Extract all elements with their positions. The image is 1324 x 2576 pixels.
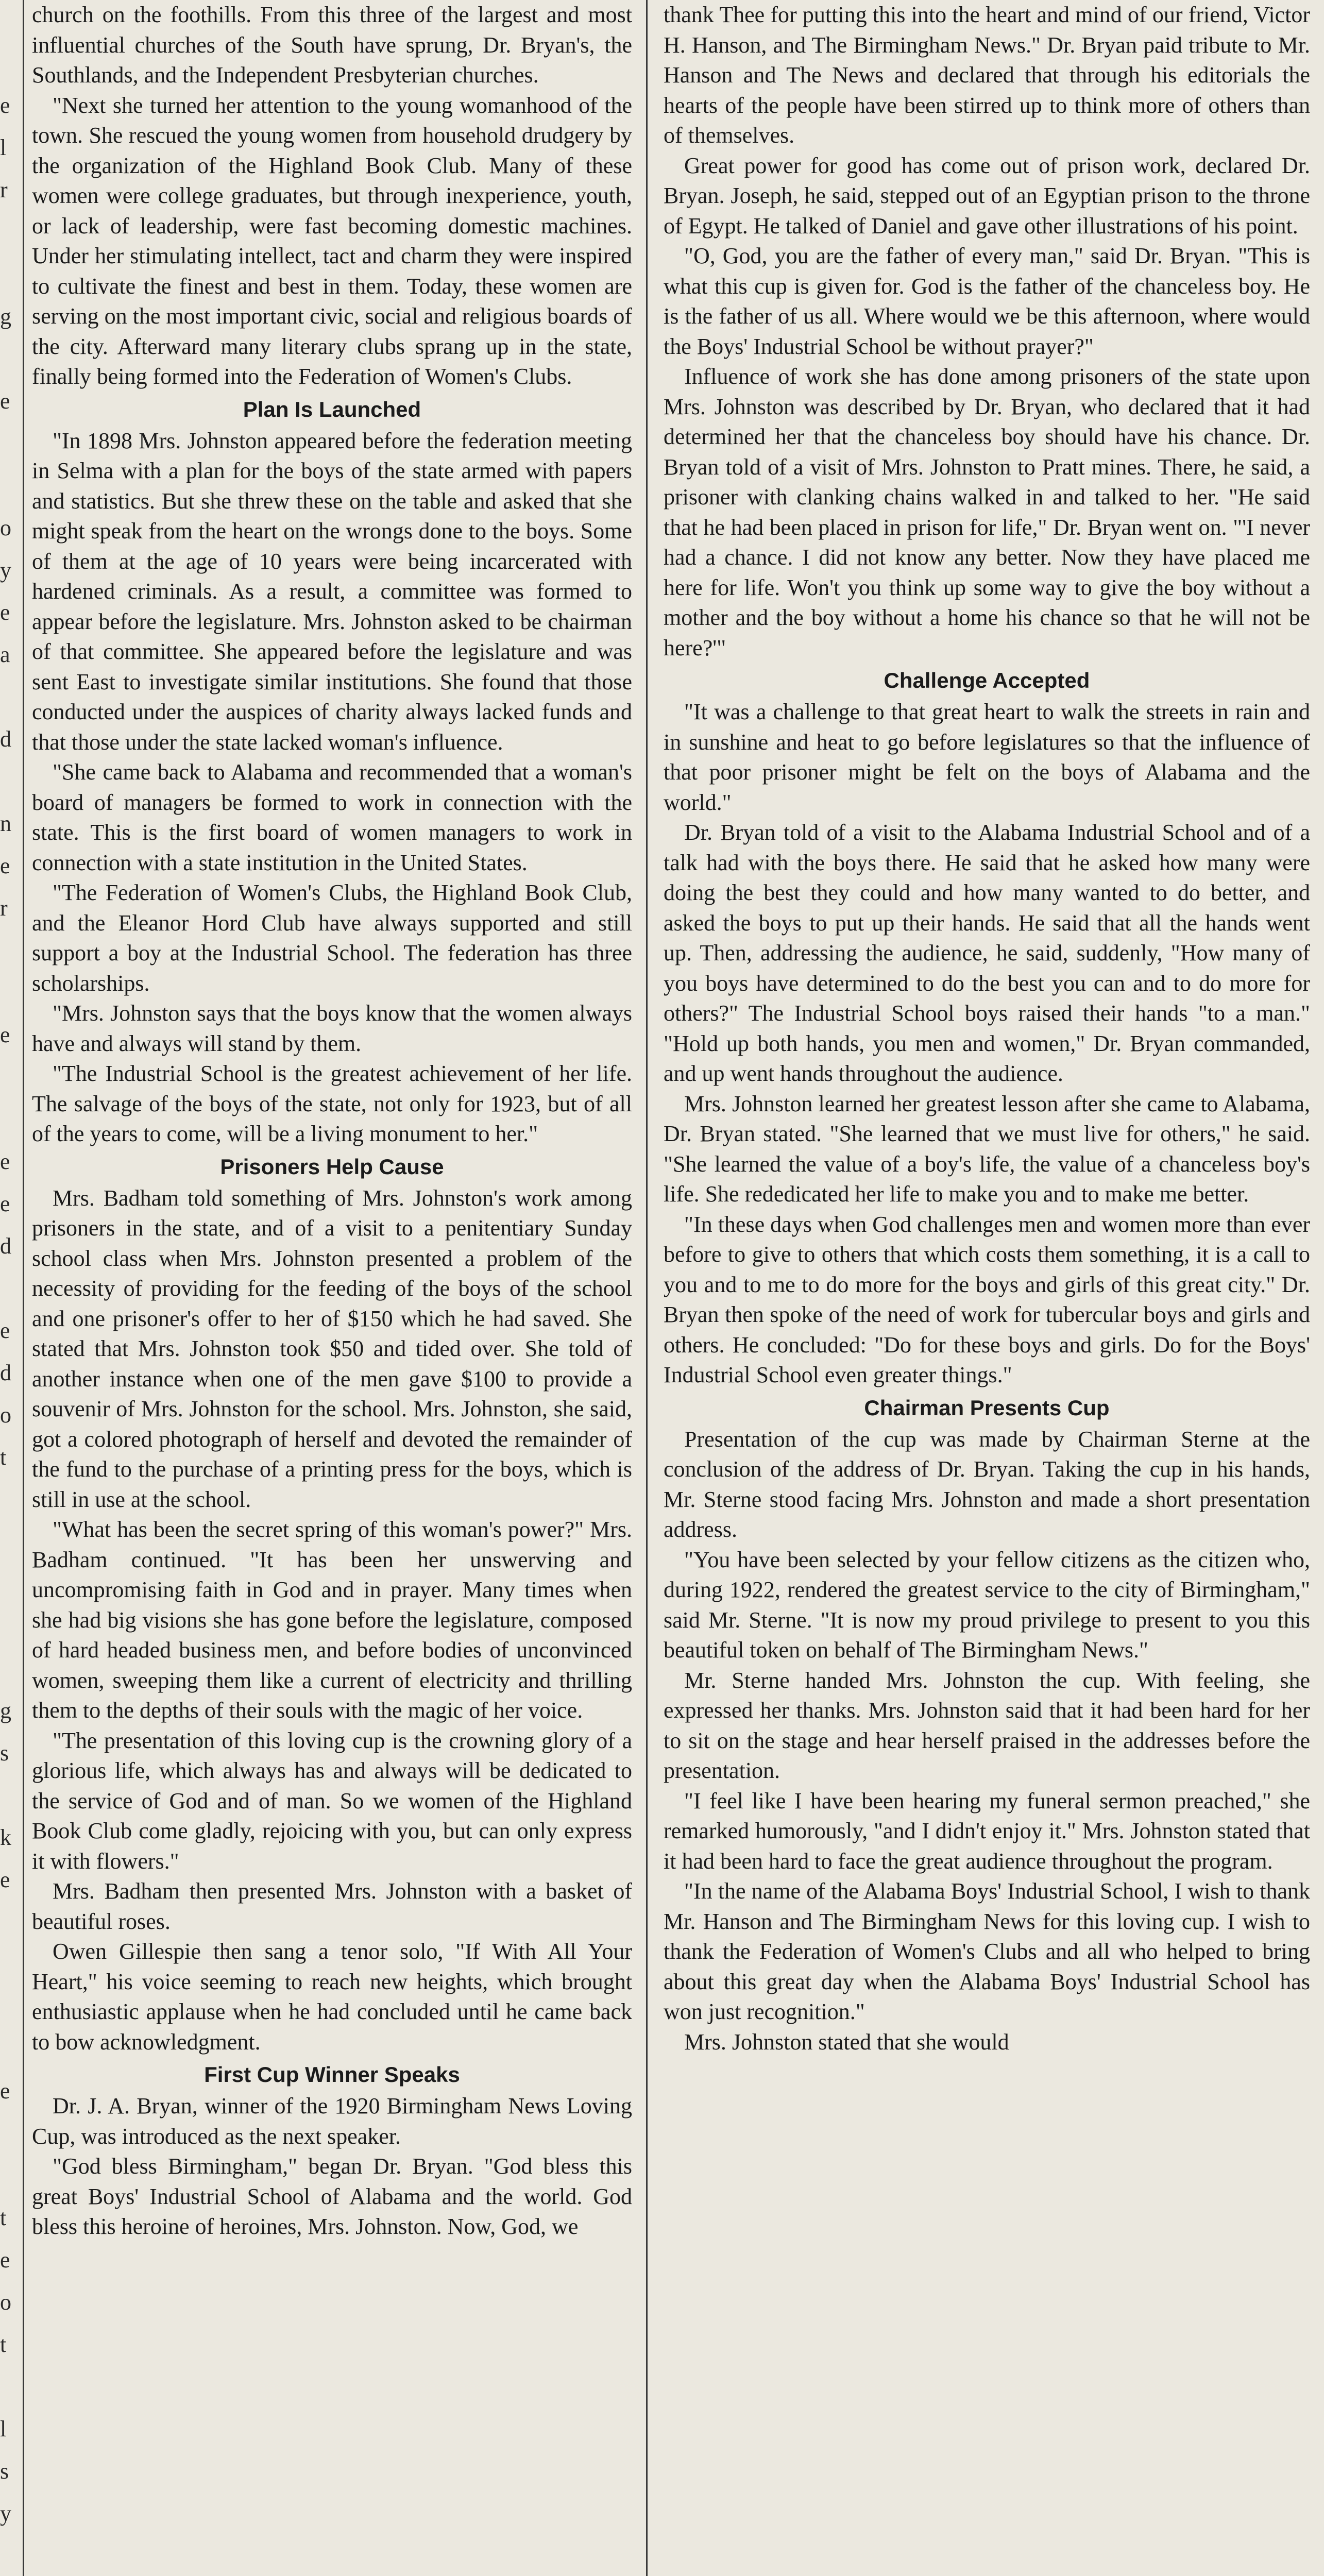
article-paragraph: Mrs. Johnston stated that she would xyxy=(684,2029,1009,2055)
gutter-letter: r xyxy=(0,177,8,202)
section-heading: Challenge Accepted xyxy=(884,668,1090,692)
center-column-rule xyxy=(646,0,648,2576)
article-paragraph: "It was a challenge to that great heart to walk the streets in rain and in sunshine and heat to go before legislatures so that the influence of that poor prisoner might be felt on the boys of Alabama and the world." xyxy=(664,699,1310,815)
article-paragraph: "She came back to Alabama and recommended that a woman's board of managers be formed to work in connection with the state. This is the first board of women managers to work in connection with a state institution in the United States. xyxy=(32,759,632,875)
article-paragraph: Mr. Sterne handed Mrs. Johnston the cup. With feeling, she expressed her thanks. Mrs. Johnston said that it had been hard for her to sit on the stage and hear herself praised in the addresses before the presentation. xyxy=(664,1667,1310,1783)
gutter-letter: e xyxy=(0,1867,10,1892)
gutter-letter xyxy=(0,1648,21,1690)
gutter-letter: e xyxy=(0,1149,10,1174)
gutter-letter xyxy=(0,676,21,718)
gutter-letter: o xyxy=(0,2290,11,2315)
gutter-letter: e xyxy=(0,388,10,414)
gutter-letter xyxy=(0,929,21,972)
gutter-letter: r xyxy=(0,895,8,921)
gutter-letter: a xyxy=(0,642,10,667)
article-paragraph: "In these days when God challenges men and women more than ever before to give to others that which costs them something, it is a call to you and to me to do more for the boys and girls of this great city." Dr. Bryan then spoke of the need of work for tubercular boys and girls and others. He concluded: "Do for these boys and girls. Do for the Boys' Industrial School even greater things." xyxy=(664,1211,1310,1387)
gutter-letter xyxy=(0,2155,21,2197)
gutter-letter xyxy=(0,2366,21,2408)
article-paragraph: "Mrs. Johnston says that the boys know that the women always have and always will stand by them. xyxy=(32,1001,632,1056)
gutter-letter xyxy=(0,1563,21,1605)
article-paragraph: Influence of work she has done among prisoners of the state upon Mrs. Johnston was described by Dr. Bryan, who declared that it had determined her that the chanceless boy should have his chance. Dr. Bryan told of a visit of Mrs. Johnston to Pratt mines. There, he said, a prisoner with clanking chains walked in and talked to her. "He said that he had been placed in prison for life," Dr. Bryan went on. "'I never had a chance. I did not know any better. Now they have placed me here for life. Won't you think up some way to give the boy without a mother and the boy without a home his chance so that he will not be here?'" xyxy=(664,364,1310,660)
gutter-letter xyxy=(0,2112,21,2155)
article-paragraph: "In 1898 Mrs. Johnston appeared before the federation meeting in Selma with a plan for the boys of the state armed with papers and statistics. But she threw these on the table and asked that she might speak from the heart on the wrongs done to the boys. Some of them at the age of 10 years were being incarcerated with hardened criminals. As a result, a committee was formed to appear before the legislature. Mrs. Johnston asked to be chairman of that committee. She appeared before the legislature and was sent East to investigate similar institutions. She found that those conducted under the auspices of charity always lacked funds and that those under the state lacked woman's influence. xyxy=(32,428,632,755)
gutter-letter xyxy=(0,1943,21,1986)
article-paragraph: Great power for good has come out of prison work, declared Dr. Bryan. Joseph, he said, stepped out of an Egyptian prison to the throne of Egypt. He talked of Daniel and gave other illustrations of his point. xyxy=(664,152,1310,239)
gutter-letter xyxy=(0,2535,21,2576)
article-paragraph: Dr. J. A. Bryan, winner of the 1920 Birmingham News Loving Cup, was introduced as the next speaker. xyxy=(32,2093,632,2149)
gutter-letter: s xyxy=(0,2459,9,2484)
right-column xyxy=(664,0,1310,2576)
gutter-letter: d xyxy=(0,726,11,752)
gutter-letter: y xyxy=(0,557,11,583)
article-paragraph: "God bless Birmingham," began Dr. Bryan. "God bless this great Boys' Industrial School of Alabama and the world. God bless this heroine of heroines, Mrs. Johnston. Now, God, we xyxy=(32,2154,632,2239)
article-paragraph: thank Thee for putting this into the heart and mind of our friend, Victor H. Hanson, and The Birmingham News." Dr. Bryan paid tribute to Mr. Hanson and The News and declared that through his editorials the hearts of the people have been stirred up to think more of others than of themselves. xyxy=(664,2,1310,148)
article-paragraph: "The Federation of Women's Clubs, the Highland Book Club, and the Eleanor Hord Club have always supported and still support a boy at the Industrial School. The federation has three scholarships. xyxy=(32,880,632,996)
gutter-letter: n xyxy=(0,811,11,836)
gutter-letter xyxy=(0,211,21,253)
gutter-letter: t xyxy=(0,2205,7,2230)
article-paragraph: Mrs. Johnston learned her greatest lesson after she came to Alabama, Dr. Bryan stated. "She learned that we must live for others," he said. "She learned the value of a boy's life, the value of a chanceless boy's life. She rededicated her life to make you and to make me better. xyxy=(664,1091,1310,1207)
gutter-letter xyxy=(0,1774,21,1817)
article-paragraph: "What has been the secret spring of this woman's power?" Mrs. Badham continued. "It has been her unswerving and uncompromising faith in God and in prayer. Many times when she had big visions she has gone before the legislature, composed of hard headed business men, and before bodies of unconvinced women, sweeping them like a current of electricity and thrilling them to the depths of their souls with the magic of her voice. xyxy=(32,1517,632,1723)
section-heading: Plan Is Launched xyxy=(243,397,421,421)
gutter-letter: l xyxy=(0,135,7,160)
gutter-letter xyxy=(0,1901,21,1943)
article-paragraph: "Next she turned her attention to the young womanhood of the town. She rescued the young women from household drudgery by the organization of the Highland Book Club. Many of these women were college graduates, but through inexperience, youth, or lack of leadership, were fast becoming domestic machines. Under her stimulating intellect, tact and charm they were inspired to cultivate the finest and best in them. Today, these women are serving on the most important civic, social and religious boards of the city. Afterward many literary clubs sprang up in the state, finally being formed into the Federation of Women's Clubs. xyxy=(32,92,632,389)
gutter-letter xyxy=(0,338,21,380)
gutter-letter: e xyxy=(0,93,10,118)
article-paragraph: Presentation of the cup was made by Chairman Sterne at the conclusion of the address of Dr. Bryan. Taking the cup in his hands, Mr. Sterne stood facing Mrs. Johnston and made a short presentation address. xyxy=(664,1426,1310,1542)
gutter-letter: o xyxy=(0,515,11,540)
article-paragraph: Mrs. Badham then presented Mrs. Johnston with a basket of beautiful roses. xyxy=(32,1878,632,1934)
gutter-letter: e xyxy=(0,1022,10,1047)
gutter-letter xyxy=(0,1605,21,1648)
left-column-rule xyxy=(23,0,24,2576)
gutter-letter: e xyxy=(0,2078,10,2104)
left-column xyxy=(32,0,632,2576)
gutter-letter xyxy=(0,42,21,84)
gutter-letter: t xyxy=(0,2332,7,2357)
gutter-letter: s xyxy=(0,1740,9,1766)
gutter-letter xyxy=(0,1098,21,1141)
section-heading: Chairman Presents Cup xyxy=(864,1395,1110,1420)
gutter-letter: g xyxy=(0,304,11,329)
gutter-letter: t xyxy=(0,1445,7,1470)
gutter-letter: e xyxy=(0,600,10,625)
gutter-letter: e xyxy=(0,853,10,878)
article-paragraph: church on the foothills. From this three of the largest and most influential churches of the South have sprung, Dr. Bryan's, the Southlands, and the Independent Presbyterian churches. xyxy=(32,2,632,88)
gutter-letter: y xyxy=(0,2501,11,2526)
section-heading: First Cup Winner Speaks xyxy=(204,2062,460,2087)
gutter-letter xyxy=(0,1267,21,1310)
gutter-letter xyxy=(0,253,21,296)
article-paragraph: "In the name of the Alabama Boys' Industrial School, I wish to thank Mr. Hanson and The Birmingham News for this loving cup. I wish to thank the Federation of Women's Clubs and all who helped to bring about this great day when the Alabama Boys' Industrial School has won just recognition." xyxy=(664,1878,1310,2024)
gutter-letter xyxy=(0,972,21,1014)
gutter-letter xyxy=(0,1521,21,1563)
gutter-letter: e xyxy=(0,1318,10,1343)
left-margin-gutter xyxy=(0,0,21,2576)
article-paragraph: "The Industrial School is the greatest achievement of her life. The salvage of the boys of the state, not only for 1923, but of all of the years to come, will be a living monument to her." xyxy=(32,1061,632,1146)
article-paragraph: "I feel like I have been hearing my funeral sermon preached," she remarked humorously, "and I didn't enjoy it." Mrs. Johnston stated that it had been hard to face the great audience throughout the program. xyxy=(664,1788,1310,1874)
gutter-letter xyxy=(0,1986,21,2028)
gutter-letter: g xyxy=(0,1698,11,1723)
gutter-letter xyxy=(0,0,21,42)
article-paragraph: "O, God, you are the father of every man," said Dr. Bryan. "This is what this cup is given for. God is the father of the chanceless boy. He is the father of us all. Where would we be this afternoon, where would the Boys' Industrial School be without prayer?" xyxy=(664,243,1310,359)
gutter-letter: e xyxy=(0,1191,10,1216)
gutter-letter: d xyxy=(0,1233,11,1259)
gutter-letter: o xyxy=(0,1402,11,1428)
gutter-letter xyxy=(0,760,21,803)
gutter-letter xyxy=(0,422,21,465)
gutter-letter: l xyxy=(0,2416,7,2442)
gutter-letter: d xyxy=(0,1360,11,1385)
gutter-letter: k xyxy=(0,1825,11,1850)
article-paragraph: "The presentation of this loving cup is the crowning glory of a glorious life, which always has and always will be dedicated to the service of God and of man. So we women of the Highland Book Club come gladly, rejoicing with you, but can only express it with flowers." xyxy=(32,1727,632,1874)
gutter-letter xyxy=(0,1479,21,1521)
gutter-letter xyxy=(0,1056,21,1098)
gutter-letter: e xyxy=(0,2247,10,2273)
gutter-letter xyxy=(0,465,21,507)
gutter-letter xyxy=(0,2028,21,2070)
article-paragraph: Owen Gillespie then sang a tenor solo, "If With All Your Heart," his voice seeming to reach new heights, which brought enthusiastic applause when he had concluded until he came back to bow acknowledgment. xyxy=(32,1939,632,2055)
article-paragraph: Dr. Bryan told of a visit to the Alabama Industrial School and of a talk had with the boys there. He said that he asked how many were doing the best they could and how many wanted to do better, and asked the boys to put up their hands. He said that all the hands went up. Then, addressing the audience, he said, suddenly, "How many of you boys have determined to do the best you can and to do more for others?" The Industrial School boys raised their hands "to a man." "Hold up both hands, you men and women," Dr. Bryan commanded, and up went hands throughout the audience. xyxy=(664,820,1310,1086)
section-heading: Prisoners Help Cause xyxy=(220,1154,444,1179)
article-paragraph: "You have been selected by your fellow citizens as the citizen who, during 1922, rendered the greatest service to the city of Birmingham," said Mr. Sterne. "It is now my proud privilege to present to you this beautiful token on behalf of The Birmingham News." xyxy=(664,1547,1310,1663)
article-paragraph: Mrs. Badham told something of Mrs. Johnston's work among prisoners in the state, and of a visit to a penitentiary Sunday school class when Mrs. Johnston presented a problem of the necessity of providing for the feeding of the boys of the school and one prisoner's offer to her of $150 which he had saved. She stated that Mrs. Johnston took $50 and tided over. She told of another instance when one of the men gave $100 to provide a souvenir of Mrs. Johnston for the school. Mrs. Johnston, she said, got a colored photograph of herself and devoted the remainder of the fund to the purchase of a printing press for the boys, which is still in use at the school. xyxy=(32,1185,632,1512)
